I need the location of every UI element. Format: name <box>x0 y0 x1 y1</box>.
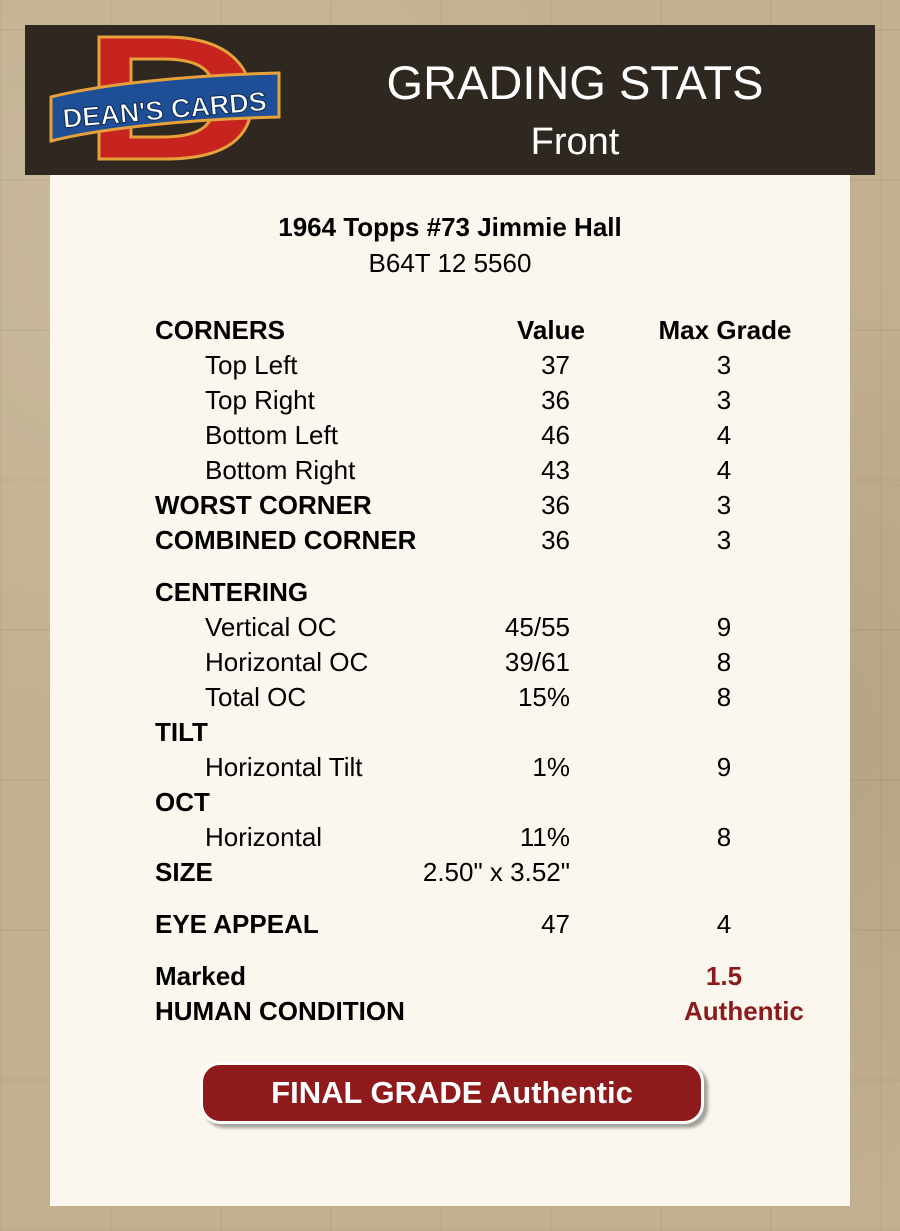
stat-value: 45/55 <box>504 612 570 642</box>
stat-value: 39/61 <box>504 647 570 677</box>
stat-row <box>50 348 850 383</box>
stat-row <box>50 959 850 994</box>
stat-row <box>50 575 850 610</box>
stat-label: Bottom Right <box>205 455 356 485</box>
stat-row <box>50 313 850 348</box>
logo-text: DEAN'S CARDS <box>61 86 268 134</box>
stat-label: HUMAN CONDITION <box>155 996 405 1026</box>
page-title: GRADING STATS <box>386 56 764 109</box>
stat-value: 37 <box>541 350 570 380</box>
stat-label: Horizontal OC <box>205 647 369 677</box>
stat-value: 11% <box>519 822 570 852</box>
stat-row <box>50 383 850 418</box>
stat-max-grade: 9 <box>716 612 732 642</box>
stat-row <box>50 453 850 488</box>
stat-max-grade: 8 <box>716 822 732 852</box>
stat-max-grade: 4 <box>716 909 732 939</box>
stat-label: Horizontal Tilt <box>205 752 363 782</box>
stat-max-grade: 3 <box>716 525 732 555</box>
stat-max-grade: 1.5 <box>705 961 743 991</box>
stat-label: TILT <box>155 717 208 747</box>
stat-row <box>50 855 850 890</box>
stat-row <box>50 820 850 855</box>
stat-row <box>50 785 850 820</box>
stat-label: Total OC <box>205 682 307 712</box>
stat-row <box>50 645 850 680</box>
stat-max-grade: 8 <box>716 647 732 677</box>
card-name: 1964 Topps #73 Jimmie Hall <box>278 212 622 242</box>
stat-row <box>50 750 850 785</box>
stat-label: WORST CORNER <box>155 490 372 520</box>
stat-value: 36 <box>541 490 570 520</box>
stat-value: 47 <box>541 909 570 939</box>
stat-max-grade: 8 <box>716 682 732 712</box>
grading-panel <box>50 175 850 1206</box>
value-column-header: Value <box>517 315 585 345</box>
stat-label: Bottom Left <box>205 420 338 450</box>
header-bar <box>25 25 875 175</box>
stat-label: SIZE <box>155 857 213 887</box>
stat-label: CENTERING <box>155 577 309 607</box>
stat-label: Vertical OC <box>205 612 337 642</box>
stat-value: 43 <box>541 455 570 485</box>
stat-max-grade: 3 <box>716 385 732 415</box>
stat-row <box>50 418 850 453</box>
stat-row <box>50 907 850 942</box>
stat-label: OCT <box>155 787 210 817</box>
stat-label: Top Left <box>205 350 298 380</box>
stat-value: 36 <box>541 525 570 555</box>
stat-max-grade: 4 <box>716 420 732 450</box>
max-grade-column-header: Max Grade <box>658 315 792 345</box>
page-subtitle: Front <box>530 121 620 163</box>
stat-value: 15% <box>517 682 570 712</box>
stat-label: Marked <box>155 961 247 991</box>
stat-max-grade: 9 <box>716 752 732 782</box>
final-grade-banner: FINAL GRADE Authentic <box>200 1062 704 1124</box>
stat-row <box>50 488 850 523</box>
stat-value: 2.50" x 3.52" <box>422 857 570 887</box>
stat-max-grade: 4 <box>716 455 732 485</box>
stat-label: Top Right <box>205 385 315 415</box>
stat-value: 1% <box>532 752 570 782</box>
stat-label: CORNERS <box>155 315 286 345</box>
stat-label: Horizontal <box>205 822 323 852</box>
cert-number: B64T 12 5560 <box>368 248 532 278</box>
stat-label: EYE APPEAL <box>155 909 319 939</box>
stat-row <box>50 523 850 558</box>
stat-max-grade: Authentic <box>684 996 804 1026</box>
stat-label: COMBINED CORNER <box>155 525 417 555</box>
stat-value: 46 <box>541 420 570 450</box>
stat-row <box>50 610 850 645</box>
stat-max-grade: 3 <box>716 490 732 520</box>
stat-max-grade: 3 <box>716 350 732 380</box>
stat-row <box>50 994 850 1029</box>
deans-cards-logo <box>47 35 287 165</box>
stat-value: 36 <box>541 385 570 415</box>
stat-row <box>50 680 850 715</box>
stat-row <box>50 715 850 750</box>
